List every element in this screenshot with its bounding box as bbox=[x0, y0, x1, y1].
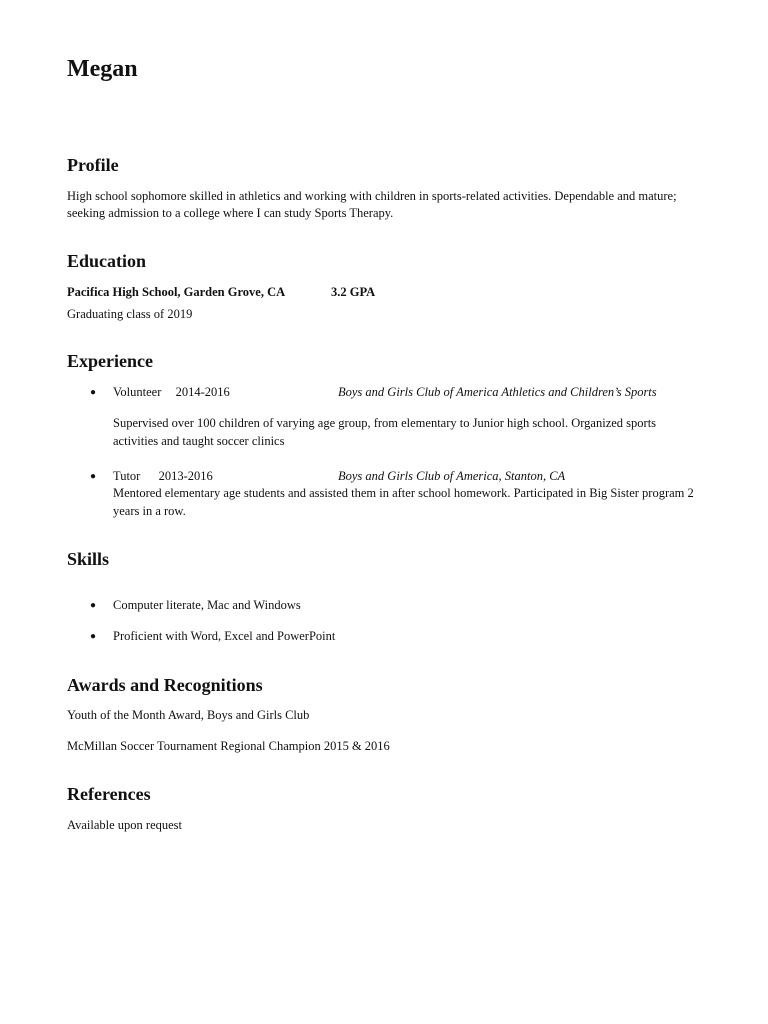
experience-org: Boys and Girls Club of America Athletics and Children’s Sports bbox=[338, 385, 657, 399]
bullet-icon: ● bbox=[90, 387, 97, 398]
bullet-icon: ● bbox=[90, 471, 97, 482]
award-item: McMillan Soccer Tournament Regional Champion 2015 & 2016 bbox=[67, 739, 390, 753]
experience-role-title: Tutor bbox=[113, 469, 141, 483]
experience-years: 2014-2016 bbox=[175, 385, 230, 399]
graduation-class: Graduating class of 2019 bbox=[67, 307, 193, 321]
experience-role bbox=[113, 384, 230, 401]
references-heading: References bbox=[67, 784, 151, 804]
experience-description: Supervised over 100 children of varying age group, from elementary to Junior high school. Organized sports activities and taught soccer clinics bbox=[113, 416, 657, 448]
bullet-icon: ● bbox=[90, 600, 97, 611]
skills-heading: Skills bbox=[67, 549, 110, 569]
experience-role bbox=[113, 468, 213, 485]
experience-heading: Experience bbox=[67, 351, 153, 371]
skill-item: Computer literate, Mac and Windows bbox=[113, 598, 301, 612]
profile-heading: Profile bbox=[67, 155, 119, 175]
experience-org: Boys and Girls Club of America, Stanton, CA bbox=[338, 469, 566, 483]
bullet-icon: ● bbox=[90, 631, 97, 642]
award-item: Youth of the Month Award, Boys and Girls Club bbox=[67, 708, 310, 722]
experience-years: 2013-2016 bbox=[158, 469, 213, 483]
profile-text: High school sophomore skilled in athletics and working with children in sports-related activities. Dependable and mature; seeking admission to a college where I can study Sports Therapy. bbox=[67, 189, 677, 220]
education-heading: Education bbox=[67, 251, 147, 271]
resume-name: Megan bbox=[67, 56, 138, 82]
experience-description: Mentored elementary age students and assisted them in after school homework. Participated in Big Sister program 2 years in a row. bbox=[113, 486, 694, 518]
skill-item: Proficient with Word, Excel and PowerPoint bbox=[113, 629, 336, 643]
awards-heading: Awards and Recognitions bbox=[67, 675, 263, 695]
school-name: Pacifica High School, Garden Grove, CA bbox=[67, 285, 286, 299]
experience-role-title: Volunteer bbox=[113, 385, 162, 399]
gpa-value: 3.2 GPA bbox=[331, 285, 376, 299]
references-text: Available upon request bbox=[67, 818, 183, 832]
